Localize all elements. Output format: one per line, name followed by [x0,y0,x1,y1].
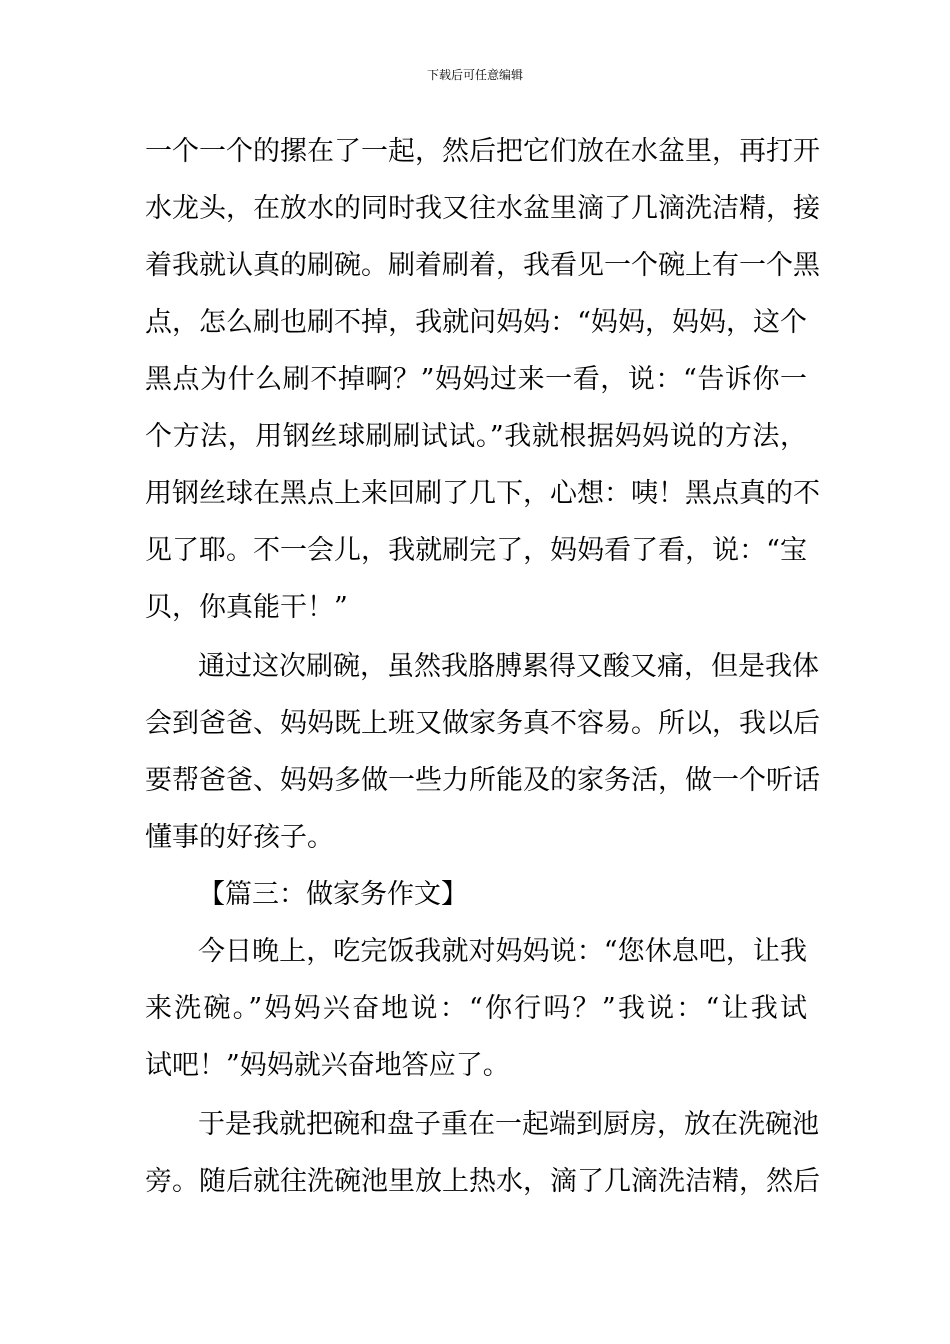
text-line: 黑点为什么刷不掉啊？”妈妈过来一看，说：“告诉你一 [145,364,807,395]
text-line: 一个一个的摞在了一起，然后把它们放在水盆里，再打开 [145,136,820,167]
paragraph-first-line: 今日晚上，吃完饭我就对妈妈说：“您休息吧，让我 [198,936,807,967]
text-line: 来洗碗。”妈妈兴奋地说：“你行吗？”我说：“让我试 [145,993,807,1024]
text-line: 要帮爸爸、妈妈多做一些力所能及的家务活，做一个听话 [145,765,820,796]
section-heading: 【篇三：做家务作文】 [198,879,468,910]
text-line: 着我就认真的刷碗。刷着刷着，我看见一个碗上有一个黑 [145,250,820,281]
text-line: 试吧！”妈妈就兴奋地答应了。 [145,1050,510,1081]
text-line: 懂事的好孩子。 [145,822,334,853]
paragraph-first-line: 于是我就把碗和盘子重在一起端到厨房，放在洗碗池 [198,1109,819,1140]
text-line: 会到爸爸、妈妈既上班又做家务真不容易。所以，我以后 [145,708,820,739]
text-line: 水龙头，在放水的同时我又往水盆里滴了几滴洗洁精，接 [145,193,820,224]
page-header: 下载后可任意编辑 [426,68,523,82]
paragraph-first-line: 通过这次刷碗，虽然我胳膊累得又酸又痛，但是我体 [198,651,819,682]
text-line: 旁。随后就往洗碗池里放上热水，滴了几滴洗洁精，然后 [145,1166,820,1197]
text-line: 点，怎么刷也刷不掉，我就问妈妈：“妈妈，妈妈，这个 [145,307,807,338]
text-line: 贝，你真能干！” [145,592,348,623]
text-line: 见了耶。不一会儿，我就刷完了，妈妈看了看，说：“宝 [145,535,807,566]
text-line: 个方法，用钢丝球刷刷试试。”我就根据妈妈说的方法， [145,421,807,452]
text-line: 用钢丝球在黑点上来回刷了几下，心想：咦！黑点真的不 [145,478,820,509]
